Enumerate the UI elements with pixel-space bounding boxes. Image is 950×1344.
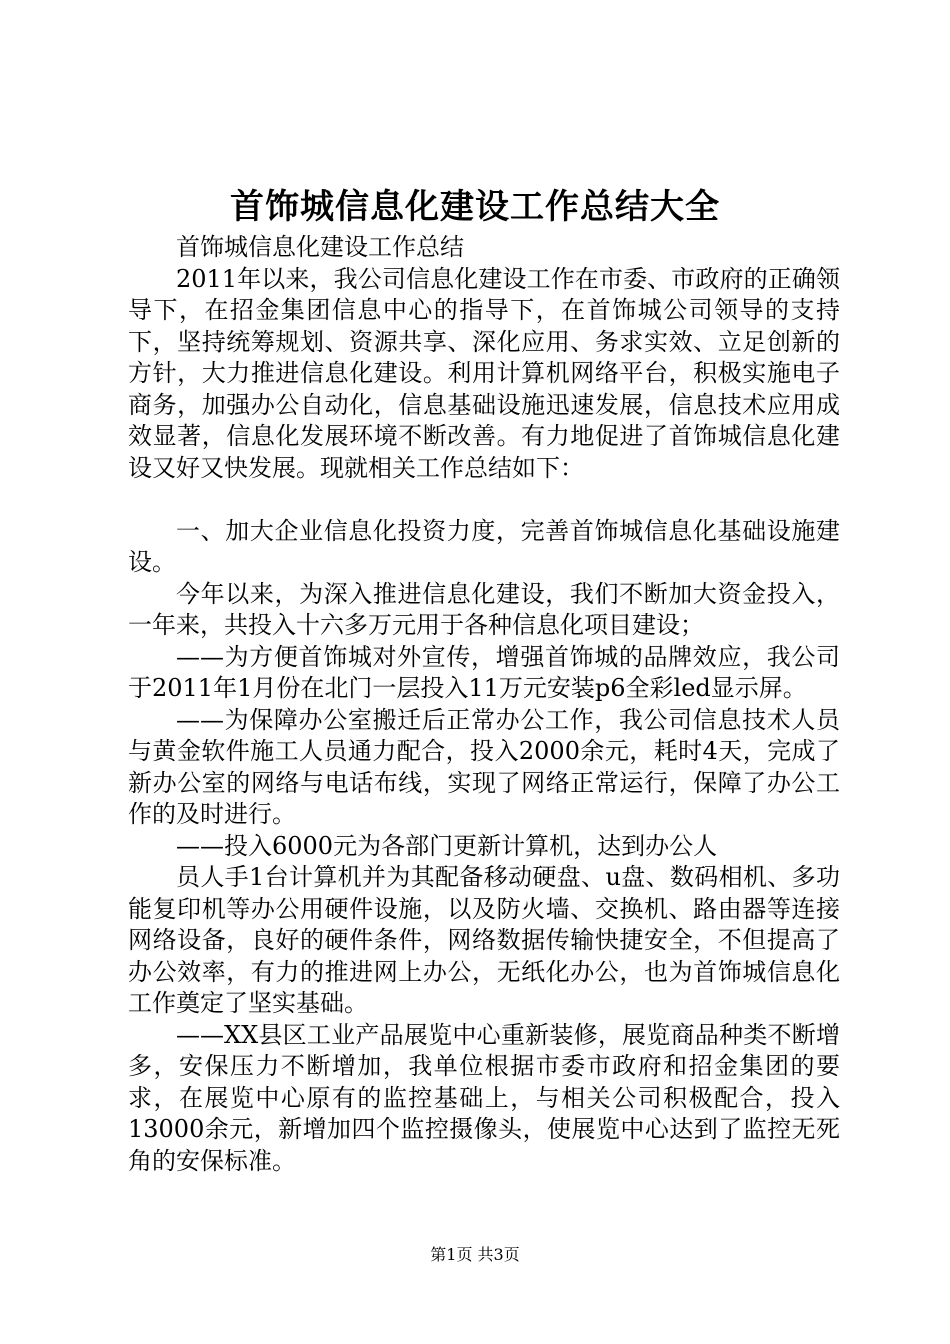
- paragraph-office-network: ——为保障办公室搬迁后正常办公工作，我公司信息技术人员与黄金软件施工人员通力配合，投入2000余元，耗时4天，完成了新办公室的网络与电话布线，实现了网络正常运行，保障了办公工作的及时进行。: [128, 705, 840, 828]
- document-body: [128, 232, 840, 1177]
- paragraph-investment: 今年以来，为深入推进信息化建设，我们不断加大资金投入，一年来，共投入十六多万元用于各种信息化项目建设；: [128, 579, 840, 639]
- paragraph-monitoring: ——XX县区工业产品展览中心重新装修，展览商品种类不断增多，安保压力不断增加，我单位根据市委市政府和招金集团的要求，在展览中心原有的监控基础上，与相关公司积极配合，投入13000余元，新增加四个监控摄像头，使展览中心达到了监控无死角的安保标准。: [128, 1020, 840, 1175]
- paragraph-computers: ——投入6000元为各部门更新计算机，达到办公人: [176, 831, 718, 860]
- paragraph-intro: 2011年以来，我公司信息化建设工作在市委、市政府的正确领导下，在招金集团信息中心的指导下，在首饰城公司领导的支持下，坚持统筹规划、资源共享、深化应用、务求实效、立足创新的方针，大力推进信息化建设。利用计算机网络平台，积极实施电子商务，加强办公自动化，信息基础设施迅速发展，信息技术应用成效显著，信息化发展环境不断改善。有力地促进了首饰城信息化建设又好又快发展。现就相关工作总结如下：: [128, 264, 840, 482]
- document-title: 首饰城信息化建设工作总结大全: [230, 187, 720, 227]
- page-footer: 第1页 共3页: [430, 1245, 520, 1264]
- paragraph-hardware: 员人手1台计算机并为其配备移动硬盘、u盘、数码相机、多功能复印机等办公用硬件设施，以及防火墙、交换机、路由器等连接网络设备，良好的硬件条件，网络数据传输快捷安全，不但提高了办公效率，有力的推进网上办公，无纸化办公，也为首饰城信息化工作奠定了坚实基础。: [128, 863, 840, 1017]
- section-heading-1: 一、加大企业信息化投资力度，完善首饰城信息化基础设施建设。: [128, 516, 840, 576]
- paragraph-led-display: ——为方便首饰城对外宣传，增强首饰城的品牌效应，我公司于2011年1月份在北门一层投入11万元安装p6全彩led显示屏。: [128, 642, 840, 702]
- paragraph-subtitle: 首饰城信息化建设工作总结: [176, 233, 464, 261]
